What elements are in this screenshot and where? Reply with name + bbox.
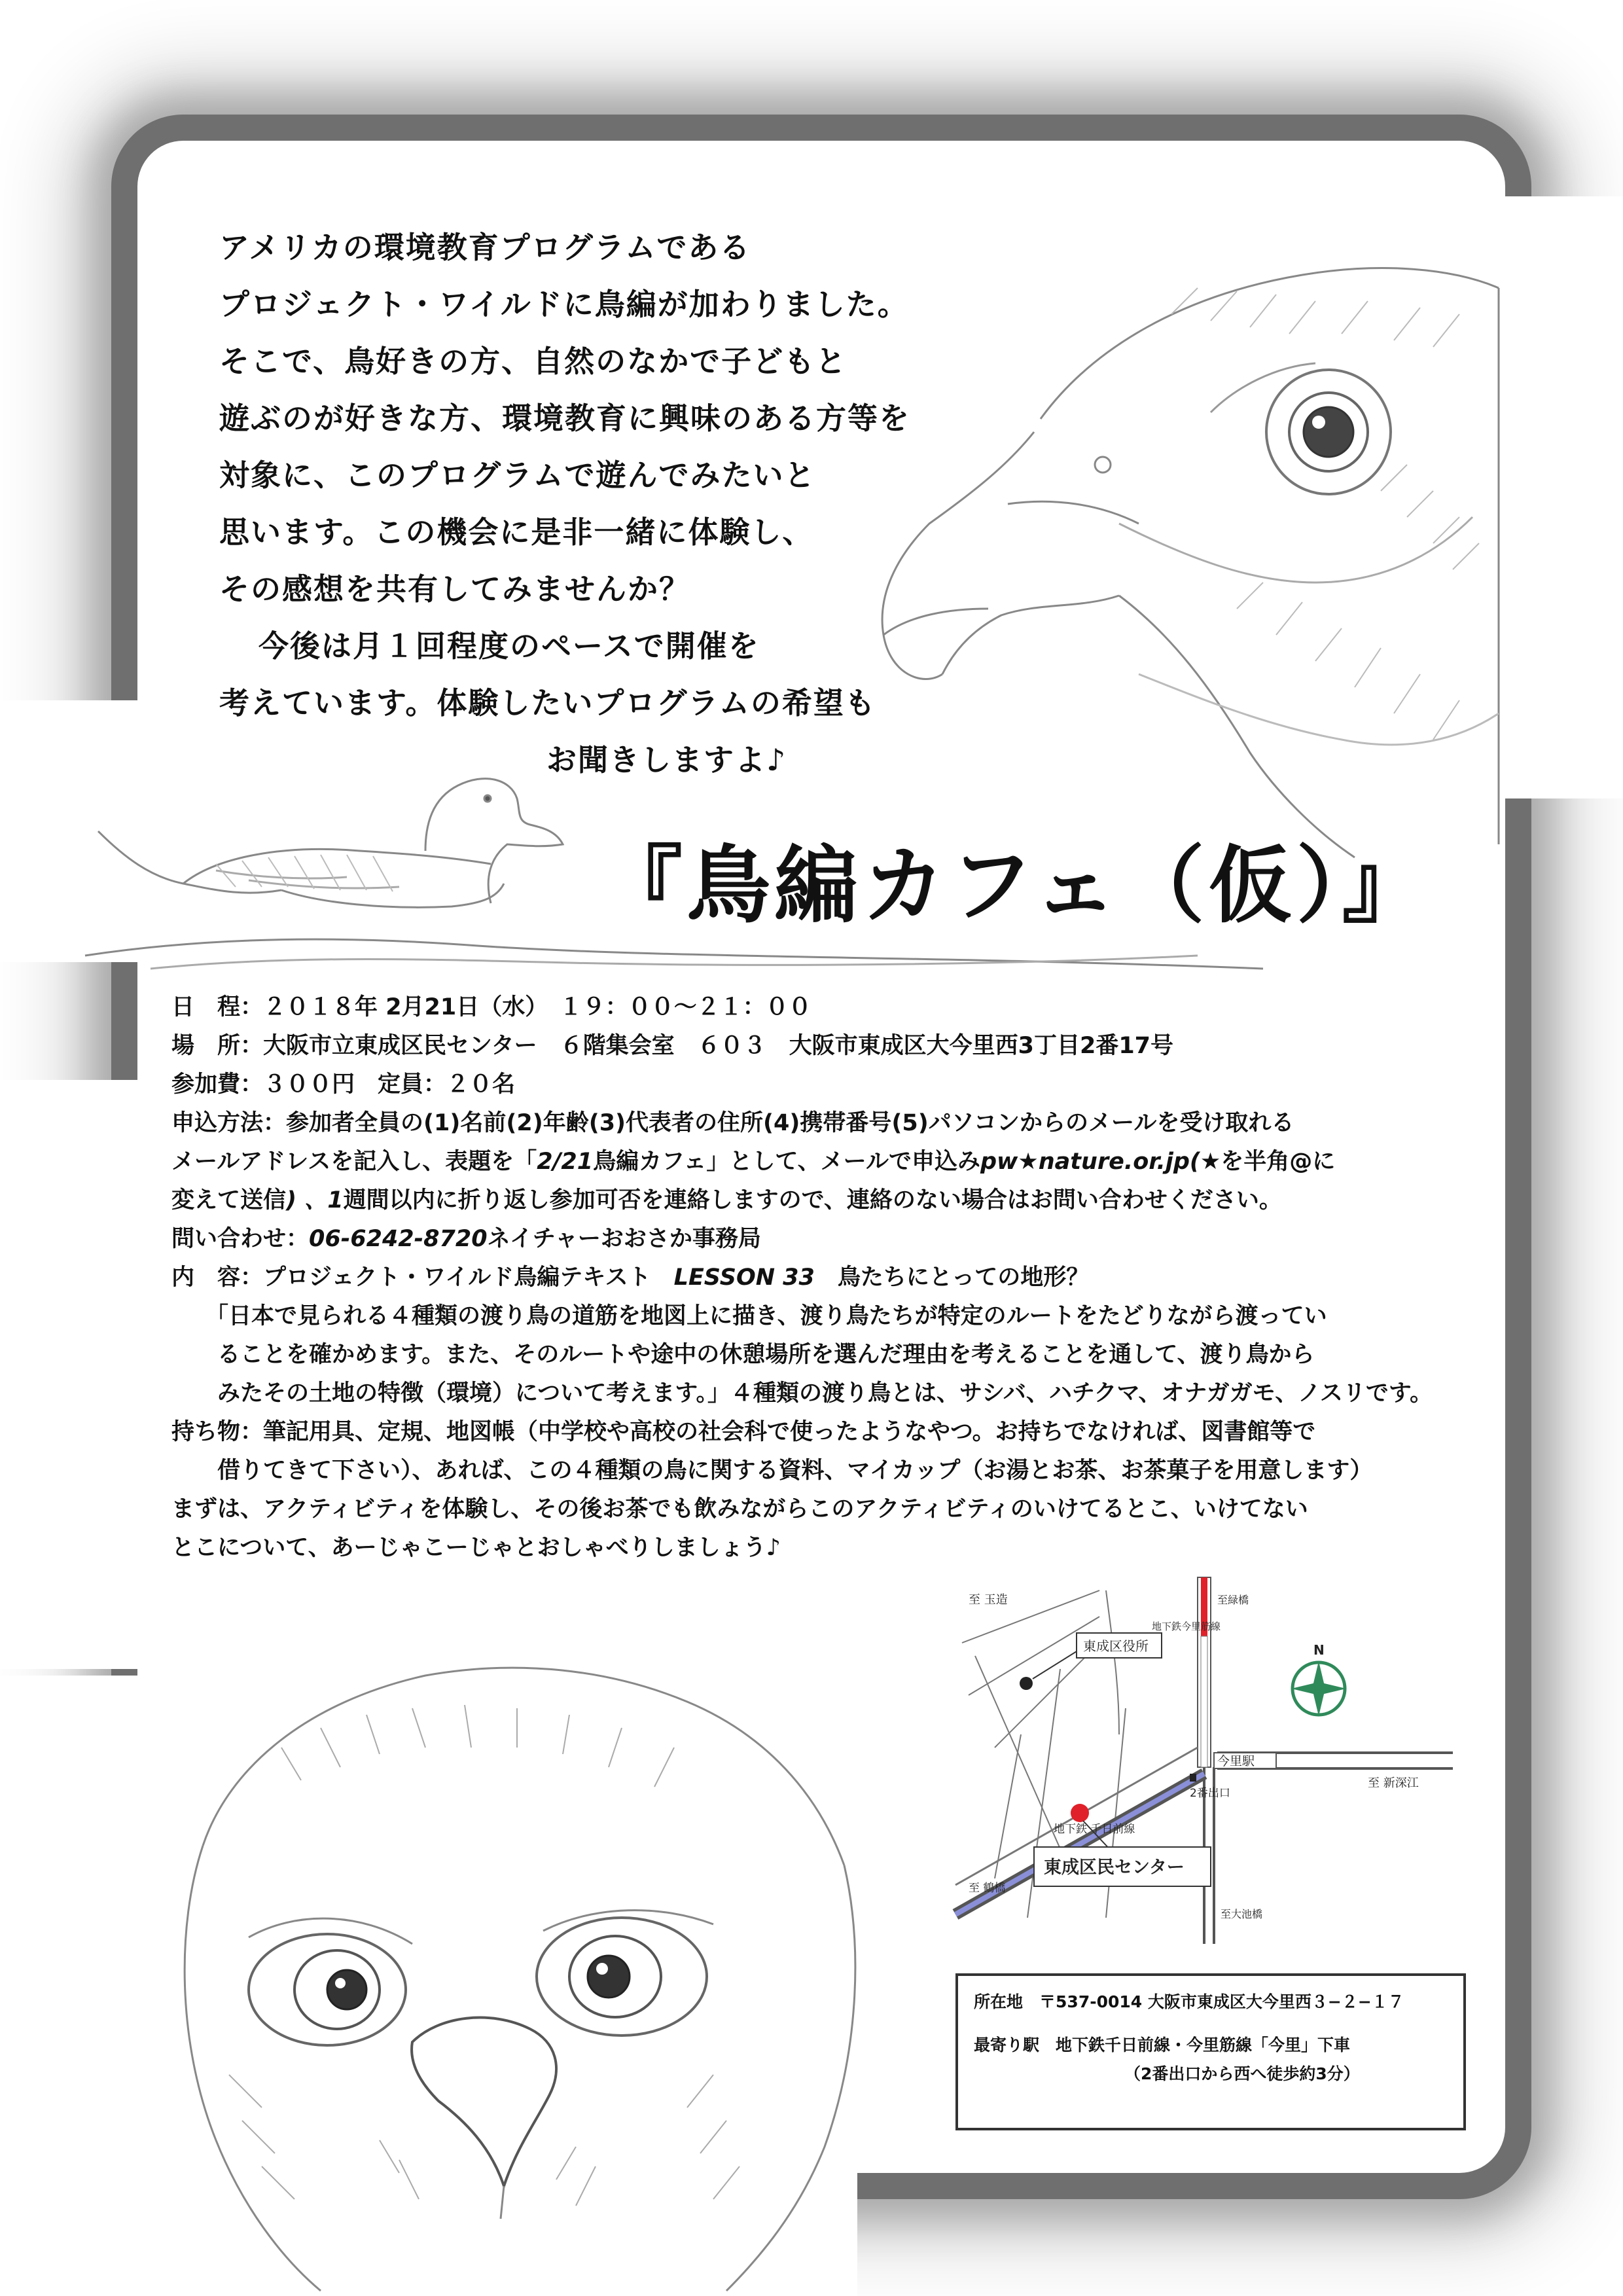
intro-line: 考えています。体験したいプログラムの希望も xyxy=(219,685,876,721)
bring-row xyxy=(171,1413,1433,1452)
intro-line: 対象に、このプログラムで遊んでみたいと xyxy=(219,457,816,493)
fee-label: 参加費： xyxy=(171,1071,264,1098)
email-address: pw★nature.or.jp( xyxy=(980,1149,1200,1175)
contact-label: 問い合わせ： xyxy=(171,1226,310,1252)
to-tamatsukuri-label: 至 玉造 xyxy=(969,1593,1008,1607)
ward-office-marker xyxy=(1020,1677,1033,1690)
address-box xyxy=(955,1973,1466,2130)
apply-row-3 xyxy=(171,1181,1433,1220)
station-label: 最寄り駅 xyxy=(974,2036,1040,2054)
lesson-number: LESSON 33 xyxy=(673,1265,815,1291)
intro-text xyxy=(219,219,910,789)
date-row xyxy=(171,988,1433,1027)
content-text: プロジェクト・ワイルド鳥編テキスト xyxy=(263,1265,674,1291)
apply-label: 申込方法： xyxy=(171,1110,287,1136)
intro-line: そこで、鳥好きの方、自然のなかで子どもと xyxy=(219,344,847,379)
intro-line: プロジェクト・ワイルドに鳥編が加わりました。 xyxy=(219,287,909,322)
center-label: 東成区民センター xyxy=(1044,1857,1185,1878)
intro-line: その感想を共有してみませんか？ xyxy=(219,571,690,607)
intro-line: アメリカの環境教育プログラムである xyxy=(219,230,751,265)
apply-line: 参加者全員の(1)名前(2)年齢(3)代表者の住所(4)携帯番号(5)パソコンからのメールを受け取れる xyxy=(286,1110,1294,1136)
station-line xyxy=(974,2031,1448,2060)
bring-row-2: 借りてきて下さい）、あれば、この４種類の鳥に関する資料、マイカップ（お湯とお茶、お茶菓子を用意します） xyxy=(217,1458,1373,1484)
compass-icon xyxy=(1291,1642,1346,1716)
closing-line: とこについて、あーじゃこーじゃとおしゃべりしましょう♪ xyxy=(171,1535,781,1561)
imazatosuji-label: 地下鉄今里筋線 xyxy=(1152,1621,1221,1632)
intro-line: お聞きしますよ♪ xyxy=(546,742,787,778)
apply-row xyxy=(171,1104,1433,1143)
apply-text: 鳥編カフェ」として、メールで申込み xyxy=(593,1149,980,1175)
date-value: ２０１８年 2月21日（水） １９：００～２１：００ xyxy=(263,994,812,1020)
contact-row xyxy=(171,1220,1433,1259)
event-details xyxy=(171,988,1433,1568)
place-label: 場 所： xyxy=(171,1033,264,1059)
closing-line: まずは、アクティビティを体験し、その後お茶でも飲みながらこのアクティビティのいけてるとこ、いけてない xyxy=(171,1496,1308,1522)
contact-phone: 06-6242-8720 xyxy=(309,1226,488,1252)
apply-text: ) 、1 xyxy=(286,1187,344,1213)
to-midoribashi-label: 至緑橋 xyxy=(1217,1594,1249,1606)
address-label: 所在地 xyxy=(974,1992,1024,2011)
quote-line: みたその土地の特徴（環境）について考えます。」４種類の渡り鳥とは、サシバ、ハチクマ、オナガガモ、ノスリです。 xyxy=(217,1380,1433,1407)
apply-text: 変えて送信 xyxy=(171,1187,287,1213)
content-row xyxy=(171,1259,1433,1297)
exit-label: 2番出口 xyxy=(1190,1787,1230,1800)
date-label: 日 程： xyxy=(171,994,264,1020)
intro-line: 思います。この機会に是非一緒に体験し、 xyxy=(219,514,814,550)
apply-text: 週間以内に折り返し参加可否を連絡しますので、連絡のない場合はお問い合わせください。 xyxy=(343,1187,1282,1213)
hawk-face-illustration xyxy=(151,1649,870,2291)
apply-row-2 xyxy=(171,1143,1433,1181)
to-oike-label: 至大池橋 xyxy=(1221,1908,1263,1920)
place-row xyxy=(171,1027,1433,1066)
apply-date: 2/21 xyxy=(537,1149,594,1175)
intro-line: 遊ぶのが好きな方、環境教育に興味のある方等を xyxy=(219,401,910,436)
event-title: 『鳥編カフェ（仮）』 xyxy=(599,837,1430,935)
apply-text: メールアドレスを記入し、表題を「 xyxy=(171,1149,537,1175)
destination-marker xyxy=(1071,1804,1089,1822)
station-value: 地下鉄千日前線・今里筋線「今里」下車 xyxy=(1056,2036,1351,2054)
sennichimae-label: 地下鉄 千日前線 xyxy=(1054,1823,1135,1836)
address-line xyxy=(974,1988,1448,2017)
access-map xyxy=(955,1577,1518,1957)
bring-label: 持ち物： xyxy=(171,1419,264,1445)
to-tsuruhashi-label: 至 鶴橋 xyxy=(969,1882,1006,1895)
apply-text: ★を半角@に xyxy=(1200,1149,1336,1175)
quote-line: 「日本で見られる４種類の渡り鳥の道筋を地図上に描き、渡り鳥たちが特定のルートをたどりながら渡ってい xyxy=(205,1303,1327,1329)
contact-org: ネイチャーおおさか事務局 xyxy=(487,1226,761,1252)
content-label: 内 容： xyxy=(171,1265,264,1291)
quote-line: ることを確かめます。また、そのルートや途中の休憩場所を選んだ理由を考えることを通して、渡り鳥から xyxy=(217,1342,1315,1368)
to-shinfukae-label: 至 新深江 xyxy=(1368,1776,1419,1790)
fee-row xyxy=(171,1066,1433,1104)
content-text: 鳥たちにとっての地形？ xyxy=(814,1265,1090,1291)
walk-note: （2番出口から西へ徒歩約3分） xyxy=(1124,2064,1360,2083)
north-label: N xyxy=(1313,1642,1325,1658)
intro-line: 今後は月１回程度のペースで開催を xyxy=(259,628,760,664)
fee-value: ３００円 定員：２０名 xyxy=(263,1071,516,1098)
imazato-station-label: 今里駅 xyxy=(1217,1754,1255,1768)
address-value: 〒537-0014 大阪市東成区大今里西３−２−１７ xyxy=(1039,1992,1404,2011)
place-value: 大阪市立東成区民センター ６階集会室 ６０３ 大阪市東成区大今里西3丁目2番17号 xyxy=(263,1033,1174,1059)
ward-office-label: 東成区役所 xyxy=(1083,1638,1149,1654)
bring-text: 筆記用具、定規、地図帳（中学校や高校の社会科で使ったようなやつ。お持ちでなければ、図書館等で xyxy=(263,1419,1316,1445)
